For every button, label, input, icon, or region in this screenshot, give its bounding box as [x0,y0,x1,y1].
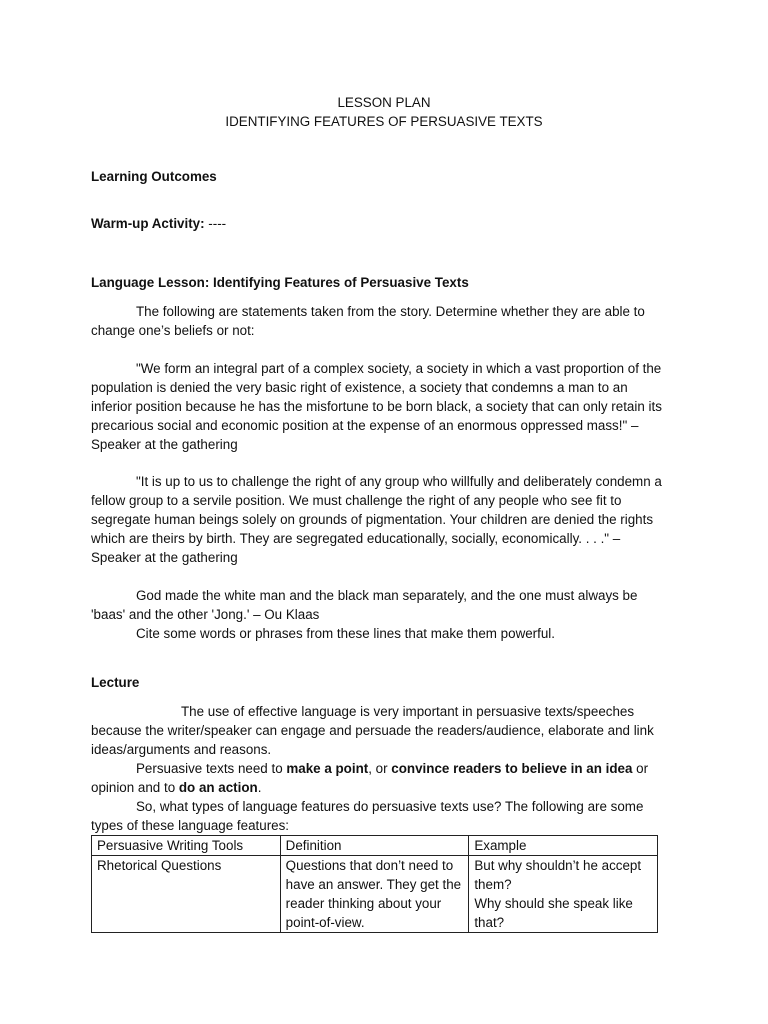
learning-outcomes-heading: Learning Outcomes [91,169,217,184]
cell-example [469,856,658,933]
page-subtitle: IDENTIFYING FEATURES OF PERSUASIVE TEXTS [225,114,543,129]
lesson-task: Cite some words or phrases from these lines that make them powerful. [136,626,556,641]
header-cell-tool: Persuasive Writing Tools [92,836,281,856]
header-cell-definition: Definition [280,836,469,856]
table-header-row [92,836,658,856]
lecture-heading: Lecture [91,675,140,690]
page-title: LESSON PLAN [337,95,431,110]
lecture-paragraph-1: The use of effective language is very important in persuasive texts/speeches because the writer/speaker can engage and persuade the readers/audience, elaborate and link ideas/arguments and reasons. [91,704,654,757]
warmup-activity [91,214,671,233]
language-lesson-heading: Language Lesson: Identifying Features of Persuasive Texts [91,275,469,290]
example-line-2: Why should she speak like that? [474,896,633,930]
quote-3: God made the white man and the black man separately, and the one must always be 'baas' and the other 'Jong.' – Ou Klaas [91,588,638,622]
lesson-intro: The following are statements taken from the story. Determine whether they are able to change one’s beliefs or not: [91,304,645,338]
lecture-paragraph-2: Persuasive texts need to make a point, or convince readers to believe in an idea or opinion and to do an action. [91,761,649,795]
warmup-label: Warm-up Activity: [91,216,205,231]
persuasive-tools-table [91,835,658,933]
cell-definition: Questions that don’t need to have an answer. They get the reader thinking about your point-of-view. [280,856,469,933]
cell-tool: Rhetorical Questions [92,856,281,933]
example-line-1: But why shouldn’t he accept them? [474,858,642,892]
quote-2: "It is up to us to challenge the right of any group who willfully and deliberately condemn a fellow group to a servile position. We must challenge the right of any people who see fit to segregate human beings solely on grounds of pigmentation. Your children are denied the rights which are theirs by birth. They are segregated educationally, socially, economically. . . ." – Speaker at the gathering [91,474,662,565]
header-cell-example: Example [469,836,658,856]
warmup-value: ---- [204,216,227,231]
quote-1: "We form an integral part of a complex society, a society in which a vast proportion of the population is denied the very basic right of existence, a society that condemns a man to an inferior position because he has the misfortune to be born black, a society that can only retain its precarious social and economic position at the expense of an enormous oppressed mass!" – Speaker at the gathering [91,361,662,452]
table-row [92,856,658,933]
lecture-paragraph-3: So, what types of language features do persuasive texts use? The following are some types of these language features: [91,799,644,833]
